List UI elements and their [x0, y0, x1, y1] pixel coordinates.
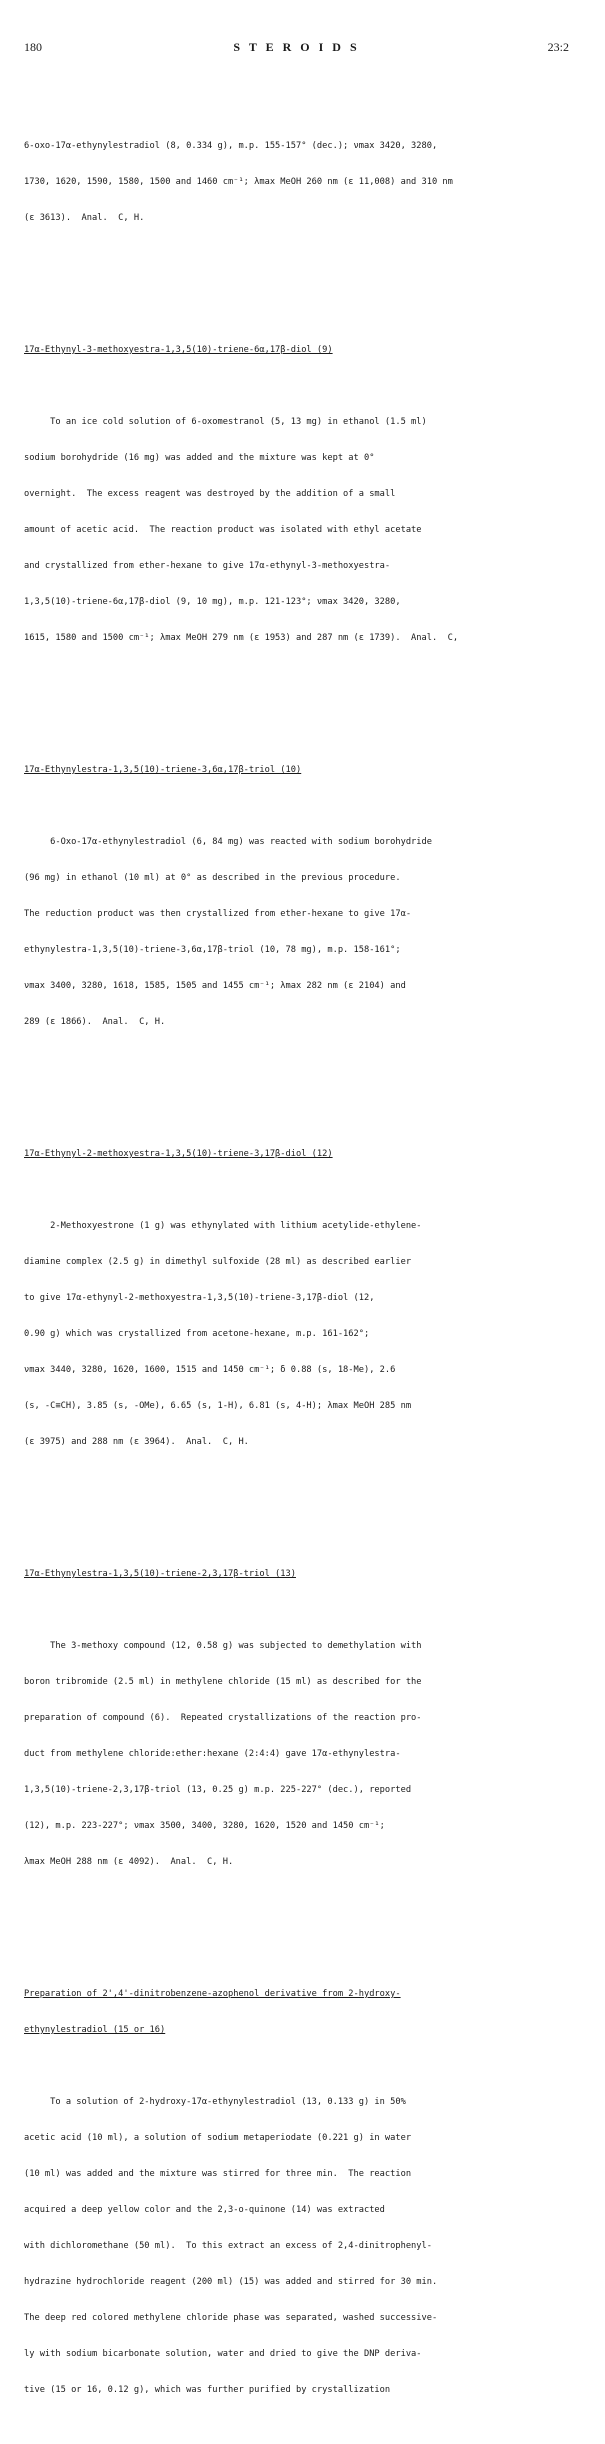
page-body	[24, 92, 584, 2444]
text-line: 1,3,5(10)-triene-2,3,17β-triol (13, 0.25 g) m.p. 225-227° (dec.), reported	[24, 1785, 412, 1795]
section-compound-9	[24, 320, 584, 668]
text-line: νmax 3400, 3280, 1618, 1585, 1505 and 1455 cm⁻¹; λmax 282 nm (ε 2104) and	[24, 981, 406, 991]
section-compound-12	[24, 1124, 584, 1472]
text-line: acquired a deep yellow color and the 2,3-o-quinone (14) was extracted	[24, 2205, 385, 2215]
text-line: diamine complex (2.5 g) in dimethyl sulfoxide (28 ml) as described earlier	[24, 1257, 412, 1267]
text-line: (96 mg) in ethanol (10 ml) at 0° as described in the previous procedure.	[24, 873, 401, 883]
text-line: ethynylestra-1,3,5(10)-triene-3,6α,17β-triol (10, 78 mg), m.p. 158-161°;	[24, 945, 401, 955]
text-line: amount of acetic acid. The reaction product was isolated with ethyl acetate	[24, 525, 422, 535]
page-number: 180	[24, 40, 42, 54]
section-heading: Preparation of 2',4'-dinitrobenzene-azophenol derivative from 2-hydroxy-	[24, 1989, 401, 1999]
text-line: (ε 3613). Anal. C, H.	[24, 213, 145, 223]
text-line: (s, -C≡CH), 3.85 (s, -OMe), 6.65 (s, 1-H), 6.81 (s, 4-H); λmax MeOH 285 nm	[24, 1401, 412, 1411]
section-heading: 17α-Ethynylestra-1,3,5(10)-triene-3,6α,17β-triol (10)	[24, 765, 302, 775]
text-line: 6-Oxo-17α-ethynylestradiol (6, 84 mg) was reacted with sodium borohydride	[24, 837, 432, 847]
text-line: sodium borohydride (16 mg) was added and the mixture was kept at 0°	[24, 453, 375, 463]
text-line: ly with sodium bicarbonate solution, water and dried to give the DNP deriva-	[24, 2349, 422, 2359]
text-line: with dichloromethane (50 ml). To this extract an excess of 2,4-dinitrophenyl-	[24, 2241, 432, 2251]
text-line: 289 (ε 1866). Anal. C, H.	[24, 1017, 166, 1027]
text-line: hydrazine hydrochloride reagent (200 ml) (15) was added and stirred for 30 min.	[24, 2277, 438, 2287]
text-line: to give 17α-ethynyl-2-methoxyestra-1,3,5(10)-triene-3,17β-diol (12,	[24, 1293, 375, 1303]
section-compound-10	[24, 740, 584, 1052]
journal-title: S T E R O I D S	[233, 40, 360, 54]
text-line: tive (15 or 16, 0.12 g), which was further purified by crystallization	[24, 2385, 391, 2395]
volume-issue: 23:2	[547, 40, 569, 54]
text-line: duct from methylene chloride:ether:hexane (2:4:4) gave 17α-ethynylestra-	[24, 1749, 401, 1759]
text-line: acetic acid (10 ml), a solution of sodium metaperiodate (0.221 g) in water	[24, 2133, 412, 2143]
section-heading: 17α-Ethynyl-2-methoxyestra-1,3,5(10)-triene-3,17β-diol (12)	[24, 1149, 333, 1159]
running-header	[24, 40, 569, 56]
text-line: preparation of compound (6). Repeated crystallizations of the reaction pro-	[24, 1713, 422, 1723]
text-line: νmax 3440, 3280, 1620, 1600, 1515 and 1450 cm⁻¹; δ 0.88 (s, 18-Me), 2.6	[24, 1365, 396, 1375]
text-line: (ε 3975) and 288 nm (ε 3964). Anal. C, H.	[24, 1437, 249, 1447]
text-line: The 3-methoxy compound (12, 0.58 g) was subjected to demethylation with	[24, 1641, 422, 1651]
intro-paragraph	[24, 116, 584, 248]
text-line: λmax MeOH 288 nm (ε 4092). Anal. C, H.	[24, 1857, 234, 1867]
text-line: 0.90 g) which was crystallized from acetone-hexane, m.p. 161-162°;	[24, 1329, 370, 1339]
text-line: 1,3,5(10)-triene-6α,17β-diol (9, 10 mg), m.p. 121-123°; νmax 3420, 3280,	[24, 597, 401, 607]
section-dnp-derivative	[24, 1964, 584, 2420]
text-line: 1615, 1580 and 1500 cm⁻¹; λmax MeOH 279 nm (ε 1953) and 287 nm (ε 1739). Anal. C,	[24, 633, 459, 643]
text-line: The reduction product was then crystallized from ether-hexane to give 17α-	[24, 909, 412, 919]
text-line: overnight. The excess reagent was destroyed by the addition of a small	[24, 489, 396, 499]
text-line: 1730, 1620, 1590, 1580, 1500 and 1460 cm⁻¹; λmax MeOH 260 nm (ε 11,008) and 310 nm	[24, 177, 453, 187]
section-heading: 17α-Ethynylestra-1,3,5(10)-triene-2,3,17β-triol (13)	[24, 1569, 296, 1579]
text-line: 2-Methoxyestrone (1 g) was ethynylated with lithium acetylide-ethylene-	[24, 1221, 422, 1231]
text-line: boron tribromide (2.5 ml) in methylene chloride (15 ml) as described for the	[24, 1677, 422, 1687]
section-heading: 17α-Ethynyl-3-methoxyestra-1,3,5(10)-triene-6α,17β-diol (9)	[24, 345, 333, 355]
text-line: To an ice cold solution of 6-oxomestranol (5, 13 mg) in ethanol (1.5 ml)	[24, 417, 427, 427]
text-line: (10 ml) was added and the mixture was stirred for three min. The reaction	[24, 2169, 412, 2179]
section-compound-13	[24, 1544, 584, 1892]
text-line: To a solution of 2-hydroxy-17α-ethynylestradiol (13, 0.133 g) in 50%	[24, 2097, 406, 2107]
text-line: (12), m.p. 223-227°; νmax 3500, 3400, 3280, 1620, 1520 and 1450 cm⁻¹;	[24, 1821, 385, 1831]
text-line: 6-oxo-17α-ethynylestradiol (8, 0.334 g), m.p. 155-157° (dec.); νmax 3420, 3280,	[24, 141, 438, 151]
text-line: The deep red colored methylene chloride phase was separated, washed successive-	[24, 2313, 438, 2323]
section-heading-continued: ethynylestradiol (15 or 16)	[24, 2025, 166, 2035]
text-line: and crystallized from ether-hexane to give 17α-ethynyl-3-methoxyestra-	[24, 561, 391, 571]
